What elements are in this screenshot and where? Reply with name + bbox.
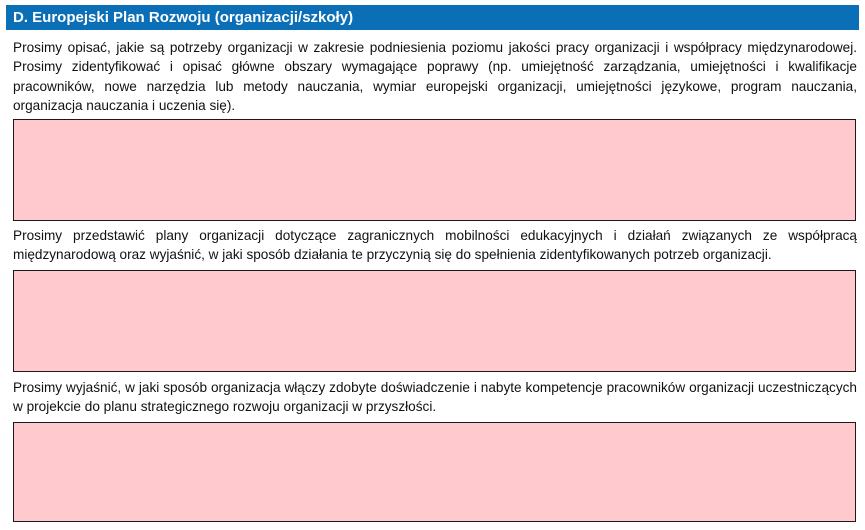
answer-field-3[interactable] [13, 422, 856, 522]
question-2-text: Prosimy przedstawić plany organizacji dotyczące zagranicznych mobilności edukacyjnych i działań związanych ze współpracą międzynarodową oraz wyjaśnić, w jaki sposób działania te przyczynią się do spełnienia zidentyfikowanych potrzeb organizacji. [13, 228, 857, 263]
section-header [6, 5, 859, 30]
section-title: D. Europejski Plan Rozwoju (organizacji/szkoły) [13, 9, 354, 26]
answer-field-1[interactable] [13, 119, 856, 221]
question-3-text: Prosimy wyjaśnić, w jaki sposób organizacja włączy zdobyte doświadczenie i nabyte kompetencje pracowników organizacji uczestniczących w projekcie do planu strategicznego rozwoju organizacji w przyszłości. [13, 380, 857, 415]
question-1-text: Prosimy opisać, jakie są potrzeby organizacji w zakresie podniesienia poziomu jakości pracy organizacji i współpracy międzynarodowej. Prosimy zidentyfikować i opisać główne obszary wymagające poprawy (np. umiejętność zarządzania, umiejętności i kwalifikacje pracowników, nowe narzędzia lub metody nauczania, wymiar europejski organizacji, umiejętności językowe, program nauczania, organizacja nauczania i uczenia się). [13, 40, 857, 114]
answer-field-2[interactable] [13, 270, 856, 372]
